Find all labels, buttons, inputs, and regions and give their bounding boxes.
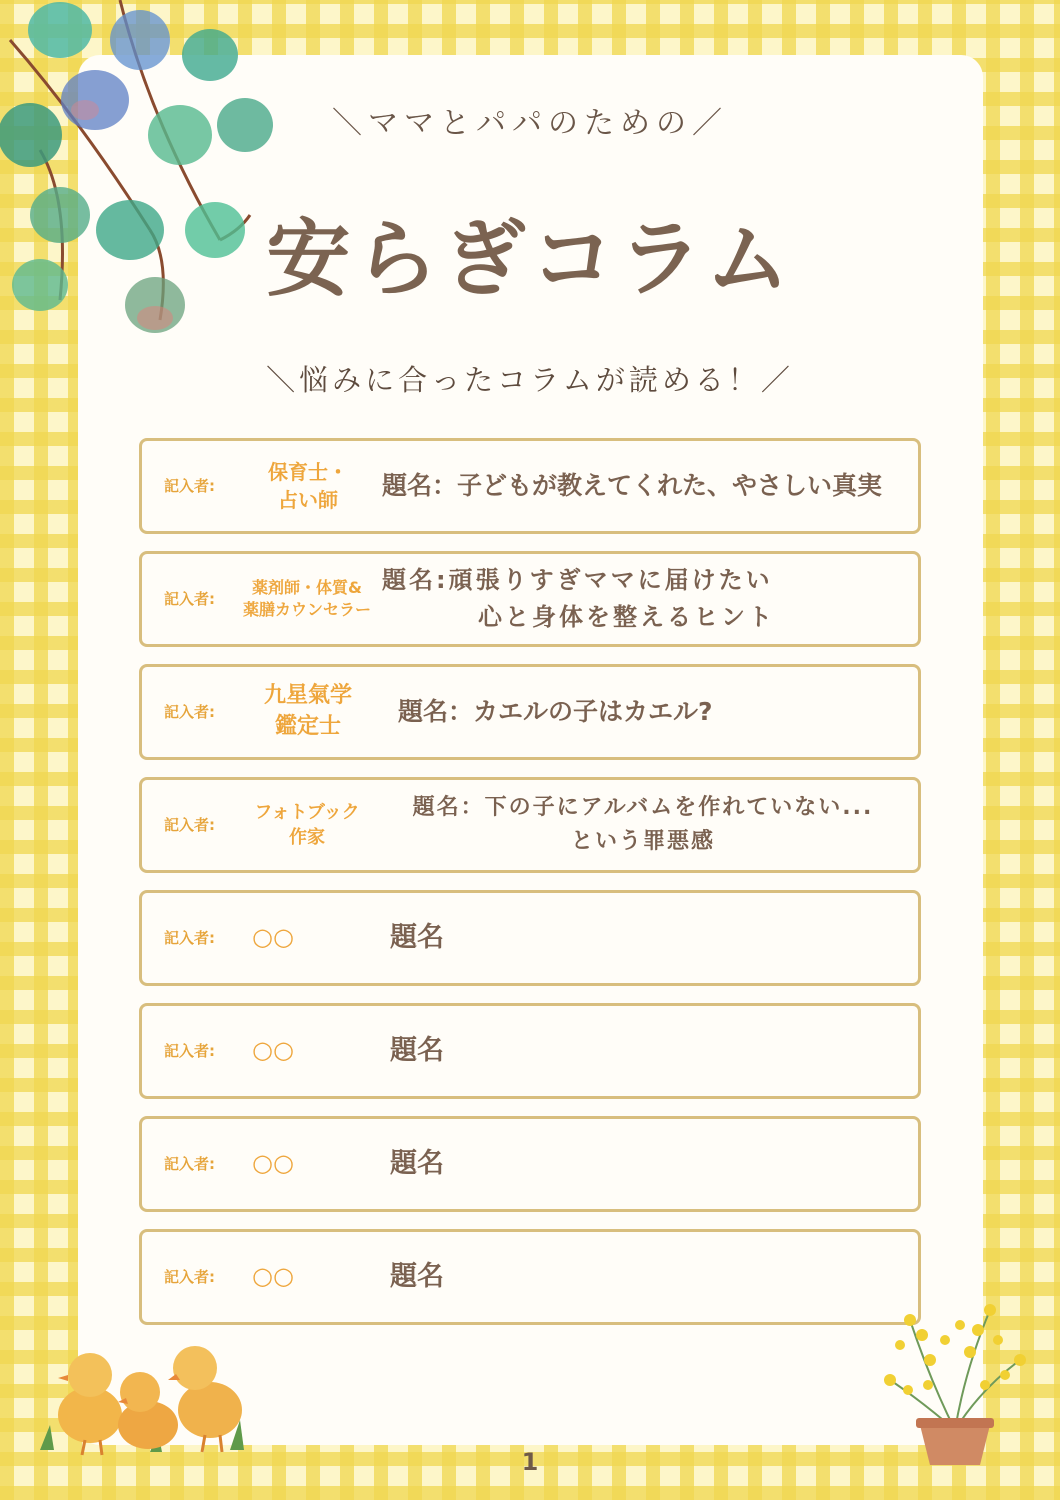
page-number: 1 (521, 1448, 539, 1476)
column-row[interactable] (139, 664, 921, 760)
writer-name: ○○ (252, 1149, 294, 1178)
writer-name: 薬剤師・体質& 薬膳カウンセラー (242, 577, 371, 619)
column-title: 題名：カエルの子はカエル? (398, 696, 713, 726)
writer-label: 記入者: (164, 1042, 215, 1060)
writer-label: 記入者: (164, 590, 215, 608)
column-row[interactable] (139, 890, 921, 986)
column-title: 題名 (390, 1035, 444, 1067)
column-row[interactable] (139, 1003, 921, 1099)
writer-name: フォトブック 作家 (254, 801, 360, 848)
column-title: 題名 (390, 922, 444, 954)
column-list (139, 438, 921, 1342)
column-title: 題名:頑張りすぎママに届けたい 心と身体を整えるヒント (382, 565, 775, 631)
writer-label: 記入者: (164, 1155, 215, 1173)
chicks-illustration (30, 1340, 270, 1460)
writer-name: 保育士・ 占い師 (268, 460, 348, 512)
writer-label: 記入者: (164, 816, 215, 834)
mimosa-pot-illustration (870, 1290, 1040, 1470)
writer-name: ○○ (252, 923, 294, 952)
writer-label: 記入者: (164, 477, 215, 495)
writer-name: ○○ (252, 1262, 294, 1291)
page-title: 安らぎコラム (266, 209, 794, 308)
column-row[interactable] (139, 777, 921, 873)
header-subtitle: ＼ママとパパのための／ (332, 107, 728, 140)
column-row[interactable] (139, 1116, 921, 1212)
writer-label: 記入者: (164, 929, 215, 947)
column-title: 題名：下の子にアルバムを作れていない... という罪悪感 (412, 794, 874, 854)
column-title: 題名 (390, 1148, 444, 1180)
writer-name: 九星氣学 鑑定士 (263, 683, 352, 739)
writer-label: 記入者: (164, 1268, 215, 1286)
column-row[interactable] (139, 1229, 921, 1325)
writer-name: ○○ (252, 1036, 294, 1065)
header-lead: ＼悩みに合ったコラムが読める！／ (266, 365, 794, 397)
column-title: 題名：子どもが教えてくれた、やさしい真実 (382, 470, 883, 500)
column-title: 題名 (390, 1261, 444, 1293)
writer-label: 記入者: (164, 703, 215, 721)
column-row[interactable] (139, 438, 921, 534)
column-row[interactable] (139, 551, 921, 647)
